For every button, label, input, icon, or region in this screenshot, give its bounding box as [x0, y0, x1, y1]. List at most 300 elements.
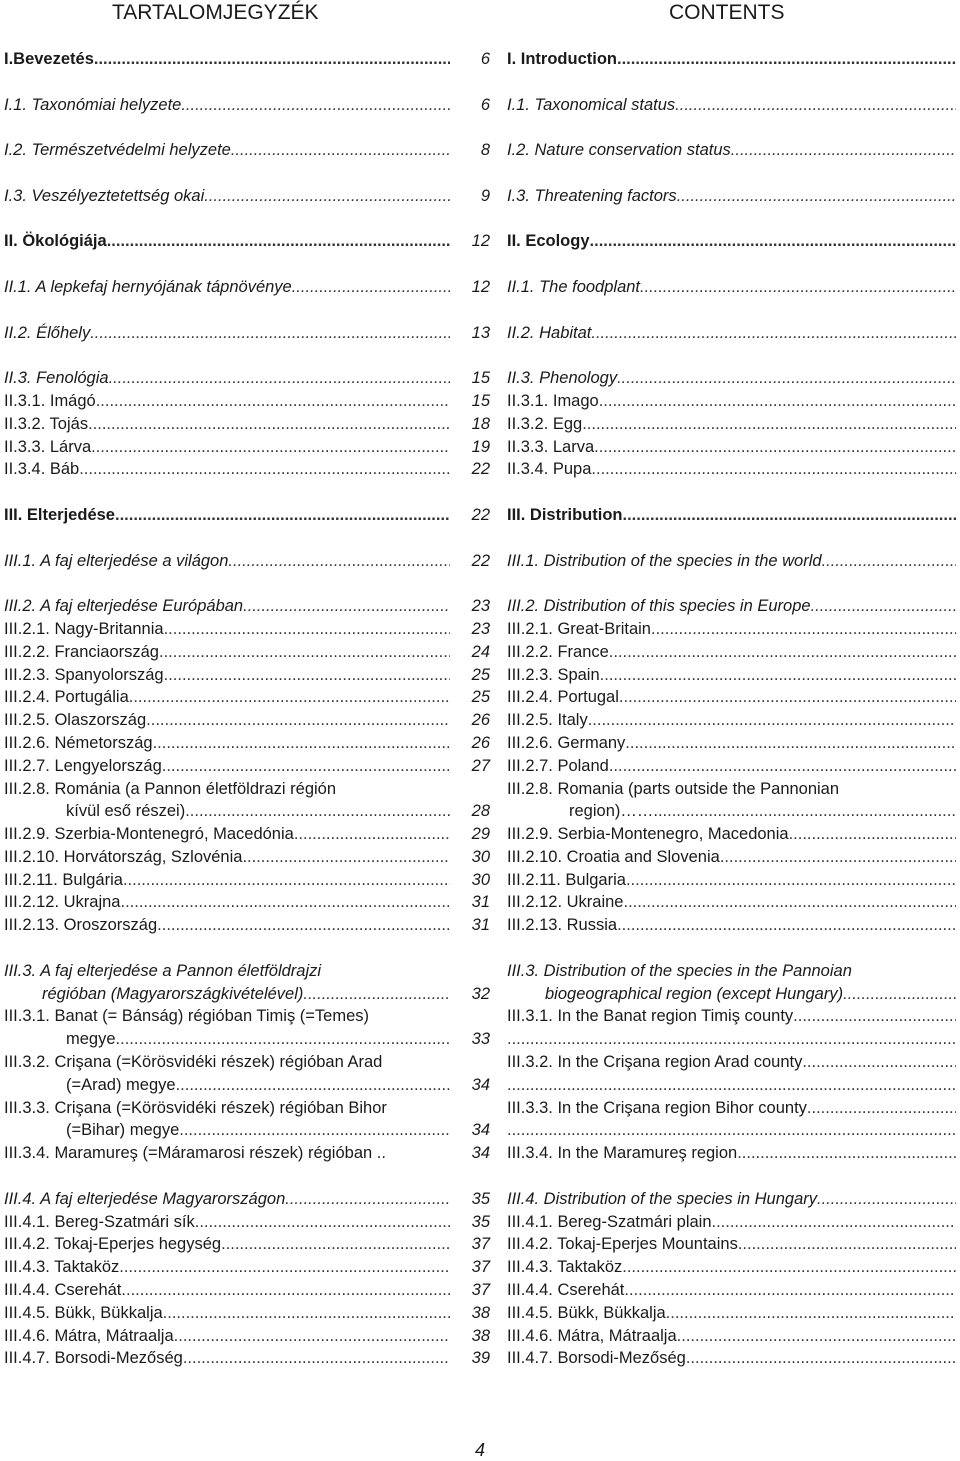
toc-page-number: 15	[471, 391, 490, 410]
toc-spacer	[4, 253, 494, 276]
toc-entry	[507, 504, 958, 527]
dot-leader	[157, 914, 450, 937]
toc-entry-title: III.2.5. Italy	[507, 711, 588, 730]
toc-entry	[507, 1051, 958, 1074]
toc-spacer	[507, 344, 958, 367]
toc-entry	[4, 778, 494, 801]
toc-entry-title: III. Distribution	[507, 505, 623, 524]
toc-spacer	[507, 116, 958, 139]
dot-leader	[129, 686, 450, 709]
toc-right-column	[507, 48, 958, 1370]
toc-entry-title: III.4.5. Bükk, Bükkalja	[4, 1303, 163, 1322]
dot-leader	[666, 1302, 956, 1325]
toc-spacer	[507, 162, 958, 185]
toc-entry	[507, 595, 958, 618]
dot-leader	[294, 823, 450, 846]
toc-entry-title: II.3.2. Tojás	[4, 414, 89, 433]
dot-leader	[119, 1256, 450, 1279]
toc-entry	[4, 1051, 494, 1074]
dot-leader	[591, 458, 956, 481]
dot-leader	[675, 94, 956, 117]
dot-leader	[90, 322, 450, 345]
toc-page-number: 6	[480, 50, 490, 68]
dot-leader	[221, 1233, 450, 1256]
toc-entry	[507, 686, 958, 709]
toc-entry	[507, 800, 958, 823]
dot-leader	[228, 550, 450, 573]
toc-entry	[507, 664, 958, 687]
toc-entry-title: III.4.4. Cserehát	[4, 1281, 122, 1300]
dot-leader	[622, 1256, 956, 1279]
toc-entry-title: III.2.8. Romania (parts outside the Pannonian	[507, 779, 840, 798]
toc-entry-title: III.4.6. Mátra, Mátraalja	[507, 1326, 677, 1345]
toc-entry-title: III.3. A faj elterjedése a Pannon életföldrajzi	[4, 961, 322, 980]
toc-entry	[507, 367, 958, 390]
toc-entry	[507, 618, 958, 641]
toc-page-number: 37	[471, 1281, 490, 1300]
toc-entry	[4, 230, 494, 253]
toc-entry-title: III.3.3. In the Crişana region Bihor county	[507, 1098, 807, 1117]
toc-entry	[4, 1256, 494, 1279]
toc-entry	[507, 1119, 958, 1142]
toc-entry	[4, 458, 494, 481]
toc-entry-title: III.2.13. Oroszország	[4, 916, 158, 935]
toc-entry-title: III.4.1. Bereg-Szatmári plain	[507, 1212, 712, 1231]
toc-entry-title: III.2.2. Franciaország	[4, 642, 159, 661]
toc-entry	[507, 458, 958, 481]
toc-entry	[4, 504, 494, 527]
toc-entry-title: III.3.4. In the Maramureş region	[507, 1144, 738, 1163]
toc-entry-title: I.1. Taxonómiai helyzete	[4, 95, 182, 114]
toc-entry-title: III.3.3. Crişana (=Körösvidéki részek) régióban Bihor	[4, 1098, 387, 1117]
dot-leader	[822, 550, 956, 573]
toc-entry-title: III.2.11. Bulgaria	[507, 870, 626, 889]
toc-page-number: 34	[471, 1144, 490, 1163]
dot-leader	[285, 1188, 450, 1211]
dot-leader	[640, 276, 956, 299]
toc-entry	[507, 1302, 958, 1325]
toc-entry-title: biogeographical region (except Hungary)	[545, 984, 844, 1003]
toc-entry-title: I.2. Nature conservation status	[507, 141, 731, 160]
dot-leader	[88, 413, 450, 436]
dot-leader	[176, 1074, 450, 1097]
toc-entry	[4, 709, 494, 732]
toc-page-number: 28	[471, 802, 490, 821]
toc-page-number: 29	[471, 825, 490, 844]
toc-entry	[4, 1302, 494, 1325]
dot-leader	[183, 1347, 450, 1370]
toc-entry	[4, 1211, 494, 1234]
toc-page-number: 35	[471, 1189, 490, 1208]
toc-page-number: 32	[471, 984, 490, 1003]
toc-entry	[507, 823, 958, 846]
dot-leader	[174, 1325, 450, 1348]
toc-entry	[507, 891, 958, 914]
toc-entry	[507, 139, 958, 162]
dot-leader	[599, 390, 956, 413]
toc-entry	[507, 1074, 958, 1097]
toc-page-number: 23	[471, 619, 490, 638]
toc-entry	[4, 367, 494, 390]
toc-entry	[4, 1119, 494, 1142]
toc-entry-title: II.3.4. Báb	[4, 460, 80, 479]
dot-leader	[588, 709, 956, 732]
toc-entry-title: II.3.1. Imágó	[4, 391, 96, 410]
toc-entry-title: III.2.5. Olaszország	[4, 711, 147, 730]
dot-leader	[107, 230, 450, 253]
toc-page-number: 22	[471, 551, 490, 570]
toc-entry-title: III.2.3. Spanyolország	[4, 665, 164, 684]
toc-entry-title: III.1. Distribution of the species in the world	[507, 551, 822, 570]
toc-entry-title: III.4. A faj elterjedése Magyarországon	[4, 1189, 286, 1208]
toc-page-number: 37	[471, 1258, 490, 1277]
toc-entry-title: III.2.4. Portugal	[507, 688, 619, 707]
toc-page-number: 8	[480, 141, 490, 160]
toc-entry-title: II.3.1. Imago	[507, 391, 599, 410]
dot-leader	[179, 1119, 450, 1142]
toc-entry-title: III.2.12. Ukrajna	[4, 893, 121, 912]
dot-leader	[96, 390, 450, 413]
toc-spacer	[4, 299, 494, 322]
toc-page-number: 33	[471, 1030, 490, 1049]
dot-leader	[626, 869, 956, 892]
toc-entry	[4, 983, 494, 1006]
toc-entry-title: III.2.3. Spain	[507, 665, 600, 684]
toc-entry	[507, 185, 958, 208]
toc-entry-title: II.3. Fenológia	[4, 369, 109, 388]
dot-leader	[243, 595, 450, 618]
toc-spacer	[4, 162, 494, 185]
toc-entry	[507, 1347, 958, 1370]
toc-page-number: 22	[471, 460, 490, 479]
toc-entry-title: III.4.3. Taktaköz	[507, 1258, 623, 1277]
dot-leader	[623, 504, 957, 527]
toc-page-number: 30	[471, 847, 490, 866]
toc-entry	[4, 1325, 494, 1348]
toc-entry	[4, 869, 494, 892]
dot-leader	[79, 458, 450, 481]
toc-spacer	[4, 1165, 494, 1188]
toc-entry-title: II. Ecology	[507, 232, 590, 251]
toc-page-number: 12	[471, 232, 490, 251]
toc-entry-title: III.4.7. Borsodi-Mezőség	[4, 1349, 183, 1368]
dot-leader	[737, 1142, 956, 1165]
toc-entry	[507, 846, 958, 869]
dot-leader	[738, 1233, 956, 1256]
toc-entry	[507, 1097, 958, 1120]
dot-leader	[146, 709, 450, 732]
toc-spacer	[507, 572, 958, 595]
toc-entry	[4, 48, 494, 71]
toc-entry	[507, 983, 958, 1006]
toc-page-number: 31	[471, 893, 490, 912]
toc-entry-title: I.3. Threatening factors	[507, 186, 677, 205]
toc-page-number: 25	[471, 665, 490, 684]
toc-page-number: 24	[471, 642, 490, 661]
toc-entry-title: III.3.2. Crişana (=Körösvidéki részek) régióban Arad	[4, 1053, 383, 1072]
dot-leader	[686, 1347, 956, 1370]
toc-entry	[4, 94, 494, 117]
dot-leader	[507, 1074, 956, 1097]
toc-entry-title: II.3.2. Egg	[507, 414, 583, 433]
dot-leader	[231, 139, 450, 162]
dot-leader	[600, 664, 956, 687]
toc-entry-title: II. Ökológiája	[4, 232, 107, 251]
toc-entry	[507, 641, 958, 664]
toc-entry-title: III. Elterjedése	[4, 505, 115, 524]
toc-entry	[507, 914, 958, 937]
toc-spacer	[507, 481, 958, 504]
toc-entry	[507, 230, 958, 253]
dot-leader	[164, 664, 450, 687]
toc-page-number: 22	[471, 505, 490, 524]
toc-spacer	[507, 1165, 958, 1188]
toc-entry	[507, 709, 958, 732]
toc-entry	[4, 1188, 494, 1211]
toc-entry-title: III.4.1. Bereg-Szatmári sík	[4, 1212, 195, 1231]
toc-page-number: 38	[471, 1303, 490, 1322]
toc-entry	[4, 550, 494, 573]
toc-entry	[4, 1097, 494, 1120]
toc-spacer	[4, 937, 494, 960]
toc-entry-title: III.2.12. Ukraine	[507, 893, 624, 912]
toc-entry	[507, 1279, 958, 1302]
dot-leader	[120, 891, 450, 914]
toc-entry-title: III.3.2. In the Crişana region Arad county	[507, 1053, 803, 1072]
toc-entry-title: III.4.2. Tokaj-Eperjes hegység	[4, 1235, 222, 1254]
toc-page-number: 26	[471, 733, 490, 752]
toc-spacer	[4, 572, 494, 595]
toc-page-number: 34	[471, 1121, 490, 1140]
toc-entry-title: III.2.6. Németország	[4, 733, 153, 752]
toc-entry	[4, 664, 494, 687]
dot-leader	[609, 755, 956, 778]
toc-entry-title: kívül eső részei)	[66, 802, 186, 821]
dot-leader	[507, 1119, 956, 1142]
toc-page-number: 13	[471, 323, 490, 342]
toc-page-number: 25	[471, 688, 490, 707]
toc-entry	[507, 755, 958, 778]
toc-entry	[4, 436, 494, 459]
toc-entry-title: III.3.1. Banat (= Bánság) régióban Timiş (=Temes)	[4, 1007, 370, 1026]
toc-entry	[4, 1279, 494, 1302]
toc-entry	[507, 960, 958, 983]
toc-page-number: 27	[471, 756, 490, 775]
dot-leader	[591, 322, 956, 345]
dot-leader	[617, 367, 956, 390]
toc-entry	[4, 185, 494, 208]
toc-entry-title: III.2. A faj elterjedése Európában	[4, 597, 244, 616]
toc-entry-title: (=Arad) megye	[66, 1075, 176, 1094]
toc-entry	[507, 276, 958, 299]
toc-entry-title: III.4.5. Bükk, Bükkalja	[507, 1303, 666, 1322]
toc-entry-title: III.2.13. Russia	[507, 916, 618, 935]
dot-leader	[115, 504, 450, 527]
toc-entry-title: II.3.3. Larva	[507, 437, 595, 456]
toc-spacer	[4, 481, 494, 504]
toc-entry-title: III.2.9. Szerbia-Montenegró, Macedónia	[4, 825, 294, 844]
right-title: CONTENTS	[669, 1, 785, 24]
toc-entry	[4, 276, 494, 299]
dot-leader	[817, 1188, 956, 1211]
dot-leader	[153, 732, 450, 755]
dot-leader	[181, 94, 450, 117]
toc-spacer	[4, 344, 494, 367]
toc-entry-title: III.4.4. Cserehát	[507, 1281, 625, 1300]
toc-spacer	[507, 208, 958, 231]
toc-page-number: 35	[471, 1212, 490, 1231]
dot-leader	[677, 1325, 956, 1348]
dot-leader	[624, 1279, 956, 1302]
toc-page-number: 31	[471, 916, 490, 935]
dot-leader	[123, 869, 450, 892]
toc-spacer	[4, 71, 494, 94]
dot-leader	[204, 185, 450, 208]
toc-entry-title: III.2.4. Portugália	[4, 688, 129, 707]
dot-leader	[609, 641, 956, 664]
toc-page-number: 39	[471, 1349, 490, 1368]
toc-entry-title: III.2.1. Great-Britain	[507, 619, 651, 638]
toc-entry-title: III.4.6. Mátra, Mátraalja	[4, 1326, 174, 1345]
dot-leader	[507, 1028, 956, 1051]
toc-entry	[4, 618, 494, 641]
toc-entry-title: III.4. Distribution of the species in Hungary	[507, 1189, 817, 1208]
toc-entry	[507, 1325, 958, 1348]
toc-entry	[4, 1005, 494, 1028]
toc-entry-title: II.3.4. Pupa	[507, 460, 592, 479]
dot-leader	[292, 276, 450, 299]
toc-page-number: 38	[471, 1326, 490, 1345]
dot-leader	[619, 686, 956, 709]
toc-entry-title: III.2.10. Horvátország, Szlovénia	[4, 847, 243, 866]
toc-entry-title: I.Bevezetés	[4, 50, 94, 68]
toc-page-number: 30	[471, 870, 490, 889]
toc-entry	[507, 778, 958, 801]
toc-entry	[507, 390, 958, 413]
dot-leader	[617, 48, 956, 71]
toc-entry	[507, 48, 958, 71]
toc-entry	[4, 823, 494, 846]
toc-entry-title: III.2.1. Nagy-Britannia	[4, 619, 164, 638]
toc-entry-title: megye	[66, 1030, 116, 1049]
dot-leader	[802, 1051, 956, 1074]
toc-entry-title: region)…….	[569, 802, 658, 821]
dot-leader	[242, 846, 450, 869]
dot-leader	[109, 367, 450, 390]
dot-leader	[185, 800, 450, 823]
toc-entry-title: III.3.1. In the Banat region Timiş county	[507, 1007, 794, 1026]
toc-entry-title: I. Introduction	[507, 50, 617, 68]
toc-page-number: 15	[471, 369, 490, 388]
toc-entry-title: I.2. Természetvédelmi helyzete	[4, 141, 231, 160]
dot-leader	[807, 1097, 956, 1120]
toc-entry-title: III.4.2. Tokaj-Eperjes Mountains	[507, 1235, 738, 1254]
toc-entry	[507, 550, 958, 573]
toc-entry-title: III.3. Distribution of the species in the Pannoian	[507, 961, 852, 980]
toc-entry	[507, 1233, 958, 1256]
toc-page-number: 26	[471, 711, 490, 730]
toc-spacer	[507, 253, 958, 276]
toc-spacer	[4, 527, 494, 550]
toc-entry-title: III.3.4. Maramureş (=Máramarosi részek) régióban ..	[4, 1144, 386, 1163]
toc-spacer	[507, 937, 958, 960]
toc-entry	[507, 436, 958, 459]
toc-page-number: 18	[471, 414, 490, 433]
toc-entry-title: III.4.3. Taktaköz	[4, 1258, 120, 1277]
toc-entry	[507, 1211, 958, 1234]
dot-leader	[594, 436, 956, 459]
toc-entry-title: III.2.9. Serbia-Montenegro, Macedonia	[507, 825, 789, 844]
dot-leader	[677, 185, 956, 208]
dot-leader	[658, 800, 956, 823]
dot-leader	[582, 413, 956, 436]
dot-leader	[164, 618, 450, 641]
toc-entry	[4, 1233, 494, 1256]
dot-leader	[159, 641, 450, 664]
toc-entry-title: III.2.8. Románia (a Pannon életföldrazi régión	[4, 779, 337, 798]
dot-leader	[793, 1005, 956, 1028]
dot-leader	[625, 732, 956, 755]
dot-leader	[731, 139, 956, 162]
toc-page-number: 12	[471, 277, 490, 296]
toc-entry-title: III.2.7. Lengyelország	[4, 756, 162, 775]
dot-leader	[623, 891, 956, 914]
dot-leader	[712, 1211, 956, 1234]
toc-page-number: 34	[471, 1075, 490, 1094]
toc-entry	[507, 322, 958, 345]
dot-leader	[720, 846, 956, 869]
dot-leader	[116, 1028, 450, 1051]
toc-entry-title: II.2. Élőhely	[4, 323, 91, 342]
toc-spacer	[4, 208, 494, 231]
dot-leader	[843, 983, 956, 1006]
toc-entry	[4, 1074, 494, 1097]
toc-entry-title: III.2.7. Poland	[507, 756, 609, 775]
toc-page-number: 19	[471, 437, 490, 456]
dot-leader	[91, 436, 450, 459]
toc-entry	[4, 732, 494, 755]
toc-entry-title: régióban (Magyarországkivételével)	[42, 984, 304, 1003]
toc-entry	[4, 846, 494, 869]
toc-spacer	[507, 71, 958, 94]
toc-entry	[4, 1142, 494, 1165]
toc-page-number: 6	[480, 95, 490, 114]
dot-leader	[590, 230, 956, 253]
toc-entry-title: II.1. A lepkefaj hernyójának tápnövénye	[4, 277, 292, 296]
toc-spacer	[507, 527, 958, 550]
dot-leader	[162, 755, 450, 778]
toc-entry-title: I.3. Veszélyeztetettség okai	[4, 186, 205, 205]
toc-entry	[4, 390, 494, 413]
left-title: TARTALOMJEGYZÉK	[112, 1, 319, 24]
toc-entry	[4, 755, 494, 778]
toc-entry-title: III.2. Distribution of this species in Europe	[507, 597, 811, 616]
toc-entry	[4, 686, 494, 709]
toc-entry-title: III.2.6. Germany	[507, 733, 626, 752]
toc-entry-title: (=Bihar) megye	[66, 1121, 180, 1140]
toc-entry	[4, 322, 494, 345]
page-number: 4	[474, 1440, 485, 1460]
toc-entry	[4, 914, 494, 937]
dot-leader	[163, 1302, 450, 1325]
toc-entry	[507, 1005, 958, 1028]
toc-entry	[507, 869, 958, 892]
toc-left-column	[4, 48, 494, 1370]
dot-leader	[617, 914, 956, 937]
toc-entry	[507, 1028, 958, 1051]
toc-page-number: 23	[471, 597, 490, 616]
dot-leader	[811, 595, 956, 618]
